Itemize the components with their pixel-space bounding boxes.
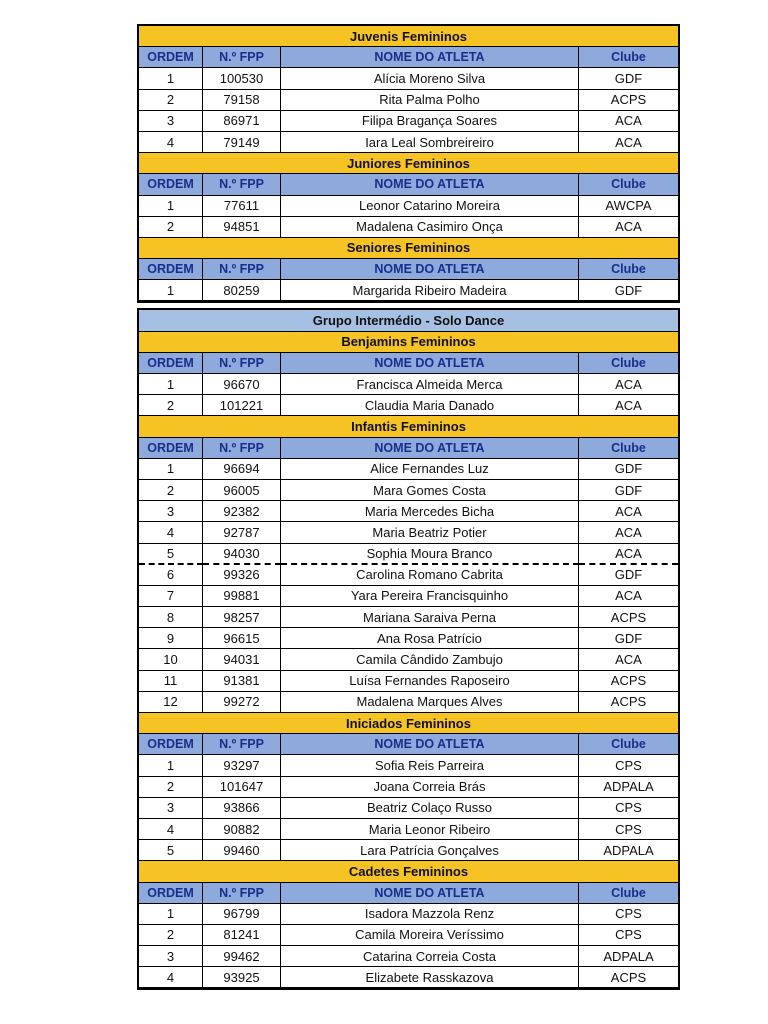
cell-clube: GDF	[579, 280, 678, 301]
table-row	[139, 132, 678, 153]
cell-fpp: 99460	[203, 840, 281, 861]
cell-nome: Rita Palma Polho	[281, 90, 579, 111]
table-row	[139, 755, 678, 776]
cell-nome: Isadora Mazzola Renz	[281, 904, 579, 925]
cell-fpp: 99272	[203, 692, 281, 713]
cell-fpp: 96005	[203, 480, 281, 501]
header-nome: NOME DO ATLETA	[281, 353, 579, 374]
cell-ordem: 9	[139, 628, 203, 649]
table-row	[139, 565, 678, 586]
header-fpp: N.º FPP	[203, 883, 281, 904]
cell-ordem: 3	[139, 501, 203, 522]
cell-nome: Beatriz Colaço Russo	[281, 798, 579, 819]
header-clube: Clube	[579, 174, 678, 195]
cell-nome: Alice Fernandes Luz	[281, 459, 579, 480]
header-fpp: N.º FPP	[203, 174, 281, 195]
header-fpp: N.º FPP	[203, 259, 281, 280]
header-ordem: ORDEM	[139, 883, 203, 904]
cell-fpp: 92382	[203, 501, 281, 522]
cell-nome: Sofia Reis Parreira	[281, 755, 579, 776]
cell-nome: Elizabete Rasskazova	[281, 967, 579, 988]
cell-clube: CPS	[579, 904, 678, 925]
cell-nome: Filipa Bragança Soares	[281, 111, 579, 132]
cell-fpp: 96615	[203, 628, 281, 649]
cell-fpp: 96670	[203, 374, 281, 395]
cell-clube: ACA	[579, 544, 678, 565]
section-title: Benjamins Femininos	[139, 332, 678, 353]
cell-nome: Claudia Maria Danado	[281, 395, 579, 416]
table-header-row	[139, 734, 678, 755]
header-clube: Clube	[579, 47, 678, 68]
cell-clube: ACA	[579, 217, 678, 238]
cell-fpp: 100530	[203, 68, 281, 89]
cell-nome: Carolina Romano Cabrita	[281, 565, 579, 586]
cell-ordem: 1	[139, 459, 203, 480]
cell-fpp: 99326	[203, 565, 281, 586]
cell-nome: Yara Pereira Francisquinho	[281, 586, 579, 607]
table-header-row	[139, 438, 678, 459]
cell-ordem: 3	[139, 111, 203, 132]
cell-ordem: 1	[139, 755, 203, 776]
cell-fpp: 93297	[203, 755, 281, 776]
cell-nome: Lara Patrícia Gonçalves	[281, 840, 579, 861]
cell-clube: ACPS	[579, 90, 678, 111]
cell-clube: ACPS	[579, 692, 678, 713]
cell-nome: Joana Correia Brás	[281, 777, 579, 798]
header-clube: Clube	[579, 438, 678, 459]
cell-clube: ACA	[579, 374, 678, 395]
table-row	[139, 798, 678, 819]
header-ordem: ORDEM	[139, 47, 203, 68]
cell-clube: ACA	[579, 132, 678, 153]
cell-clube: GDF	[579, 628, 678, 649]
cell-clube: GDF	[579, 480, 678, 501]
cell-clube: ACA	[579, 111, 678, 132]
cell-clube: ACPS	[579, 967, 678, 988]
cell-clube: ACPS	[579, 671, 678, 692]
cell-clube: CPS	[579, 798, 678, 819]
table-header-row	[139, 259, 678, 280]
cell-ordem: 4	[139, 819, 203, 840]
cell-clube: GDF	[579, 68, 678, 89]
section-title: Juvenis Femininos	[139, 26, 678, 47]
table-row	[139, 819, 678, 840]
cell-fpp: 101647	[203, 777, 281, 798]
table-row	[139, 217, 678, 238]
cell-clube: ACA	[579, 522, 678, 543]
header-fpp: N.º FPP	[203, 47, 281, 68]
cell-fpp: 96799	[203, 904, 281, 925]
cell-clube: ACA	[579, 649, 678, 670]
cell-fpp: 96694	[203, 459, 281, 480]
cell-fpp: 94851	[203, 217, 281, 238]
cell-ordem: 2	[139, 925, 203, 946]
header-ordem: ORDEM	[139, 734, 203, 755]
table-row	[139, 840, 678, 861]
table-row	[139, 586, 678, 607]
table-row	[139, 649, 678, 670]
cell-fpp: 94031	[203, 649, 281, 670]
table-row	[139, 692, 678, 713]
cell-fpp: 79158	[203, 90, 281, 111]
header-fpp: N.º FPP	[203, 734, 281, 755]
cell-fpp: 93925	[203, 967, 281, 988]
cell-ordem: 4	[139, 522, 203, 543]
table-row	[139, 374, 678, 395]
table-row	[139, 777, 678, 798]
cell-nome: Sophia Moura Branco	[281, 544, 579, 565]
header-clube: Clube	[579, 259, 678, 280]
cell-fpp: 80259	[203, 280, 281, 301]
table-header-row	[139, 47, 678, 68]
table-row	[139, 501, 678, 522]
cell-fpp: 90882	[203, 819, 281, 840]
cell-ordem: 3	[139, 946, 203, 967]
table-row	[139, 607, 678, 628]
table-row	[139, 459, 678, 480]
cell-ordem: 10	[139, 649, 203, 670]
cell-fpp: 99462	[203, 946, 281, 967]
cell-nome: Mariana Saraiva Perna	[281, 607, 579, 628]
table-row	[139, 480, 678, 501]
cell-ordem: 5	[139, 544, 203, 565]
cell-ordem: 7	[139, 586, 203, 607]
cell-ordem: 1	[139, 374, 203, 395]
header-nome: NOME DO ATLETA	[281, 438, 579, 459]
table-row	[139, 671, 678, 692]
cell-fpp: 99881	[203, 586, 281, 607]
cell-nome: Alícia Moreno Silva	[281, 68, 579, 89]
cell-clube: ADPALA	[579, 946, 678, 967]
cell-fpp: 79149	[203, 132, 281, 153]
cell-clube: ADPALA	[579, 777, 678, 798]
cell-clube: ACA	[579, 395, 678, 416]
cell-ordem: 12	[139, 692, 203, 713]
table-row	[139, 68, 678, 89]
header-nome: NOME DO ATLETA	[281, 883, 579, 904]
cell-nome: Luísa Fernandes Raposeiro	[281, 671, 579, 692]
cell-nome: Margarida Ribeiro Madeira	[281, 280, 579, 301]
section-title: Cadetes Femininos	[139, 861, 678, 882]
table-header-row	[139, 353, 678, 374]
header-nome: NOME DO ATLETA	[281, 259, 579, 280]
table-row	[139, 904, 678, 925]
table-header-row	[139, 883, 678, 904]
cell-fpp: 77611	[203, 196, 281, 217]
header-clube: Clube	[579, 883, 678, 904]
cell-fpp: 94030	[203, 544, 281, 565]
cell-clube: GDF	[579, 565, 678, 586]
table-row	[139, 967, 678, 988]
cell-clube: ACPS	[579, 607, 678, 628]
header-clube: Clube	[579, 734, 678, 755]
cell-nome: Catarina Correia Costa	[281, 946, 579, 967]
cell-ordem: 5	[139, 840, 203, 861]
table-row	[139, 111, 678, 132]
cell-clube: GDF	[579, 459, 678, 480]
cell-ordem: 8	[139, 607, 203, 628]
cell-clube: CPS	[579, 819, 678, 840]
table-row	[139, 90, 678, 111]
cell-nome: Camila Cândido Zambujo	[281, 649, 579, 670]
cell-ordem: 1	[139, 280, 203, 301]
cell-nome: Madalena Marques Alves	[281, 692, 579, 713]
table-row	[139, 280, 678, 301]
cell-clube: CPS	[579, 755, 678, 776]
table-row	[139, 628, 678, 649]
header-fpp: N.º FPP	[203, 438, 281, 459]
cell-ordem: 2	[139, 217, 203, 238]
cell-ordem: 1	[139, 68, 203, 89]
cell-fpp: 98257	[203, 607, 281, 628]
cell-fpp: 93866	[203, 798, 281, 819]
header-fpp: N.º FPP	[203, 353, 281, 374]
header-ordem: ORDEM	[139, 259, 203, 280]
table-block-1	[137, 24, 680, 303]
cell-ordem: 11	[139, 671, 203, 692]
table-row	[139, 196, 678, 217]
table-row	[139, 925, 678, 946]
header-clube: Clube	[579, 353, 678, 374]
cell-nome: Maria Beatriz Potier	[281, 522, 579, 543]
cell-clube: ADPALA	[579, 840, 678, 861]
table-row	[139, 395, 678, 416]
section-title: Seniores Femininos	[139, 238, 678, 259]
cell-nome: Iara Leal Sombreireiro	[281, 132, 579, 153]
cell-ordem: 2	[139, 480, 203, 501]
header-ordem: ORDEM	[139, 353, 203, 374]
group-title: Grupo Intermédio - Solo Dance	[139, 310, 678, 331]
cell-nome: Camila Moreira Veríssimo	[281, 925, 579, 946]
cell-ordem: 2	[139, 777, 203, 798]
section-title: Iniciados Femininos	[139, 713, 678, 734]
cell-ordem: 2	[139, 90, 203, 111]
cell-ordem: 6	[139, 565, 203, 586]
cell-nome: Francisca Almeida Merca	[281, 374, 579, 395]
cell-nome: Ana Rosa Patrício	[281, 628, 579, 649]
section-title: Juniores Femininos	[139, 153, 678, 174]
cell-fpp: 91381	[203, 671, 281, 692]
cell-fpp: 81241	[203, 925, 281, 946]
header-nome: NOME DO ATLETA	[281, 47, 579, 68]
cell-ordem: 1	[139, 904, 203, 925]
cell-nome: Maria Leonor Ribeiro	[281, 819, 579, 840]
table-block-2	[137, 308, 680, 990]
header-ordem: ORDEM	[139, 174, 203, 195]
section-title: Infantis Femininos	[139, 416, 678, 437]
cell-ordem: 3	[139, 798, 203, 819]
cell-fpp: 92787	[203, 522, 281, 543]
table-row	[139, 544, 678, 565]
table-row	[139, 946, 678, 967]
cell-clube: AWCPA	[579, 196, 678, 217]
header-nome: NOME DO ATLETA	[281, 174, 579, 195]
cell-clube: ACA	[579, 501, 678, 522]
header-ordem: ORDEM	[139, 438, 203, 459]
cell-fpp: 86971	[203, 111, 281, 132]
table-row	[139, 522, 678, 543]
results-sheet	[137, 24, 680, 990]
header-nome: NOME DO ATLETA	[281, 734, 579, 755]
cell-ordem: 4	[139, 967, 203, 988]
cell-nome: Mara Gomes Costa	[281, 480, 579, 501]
cell-clube: CPS	[579, 925, 678, 946]
cell-nome: Madalena Casimiro Onça	[281, 217, 579, 238]
cell-ordem: 2	[139, 395, 203, 416]
table-header-row	[139, 174, 678, 195]
cell-nome: Maria Mercedes Bicha	[281, 501, 579, 522]
cell-fpp: 101221	[203, 395, 281, 416]
cell-clube: ACA	[579, 586, 678, 607]
cell-ordem: 1	[139, 196, 203, 217]
cell-ordem: 4	[139, 132, 203, 153]
cell-nome: Leonor Catarino Moreira	[281, 196, 579, 217]
